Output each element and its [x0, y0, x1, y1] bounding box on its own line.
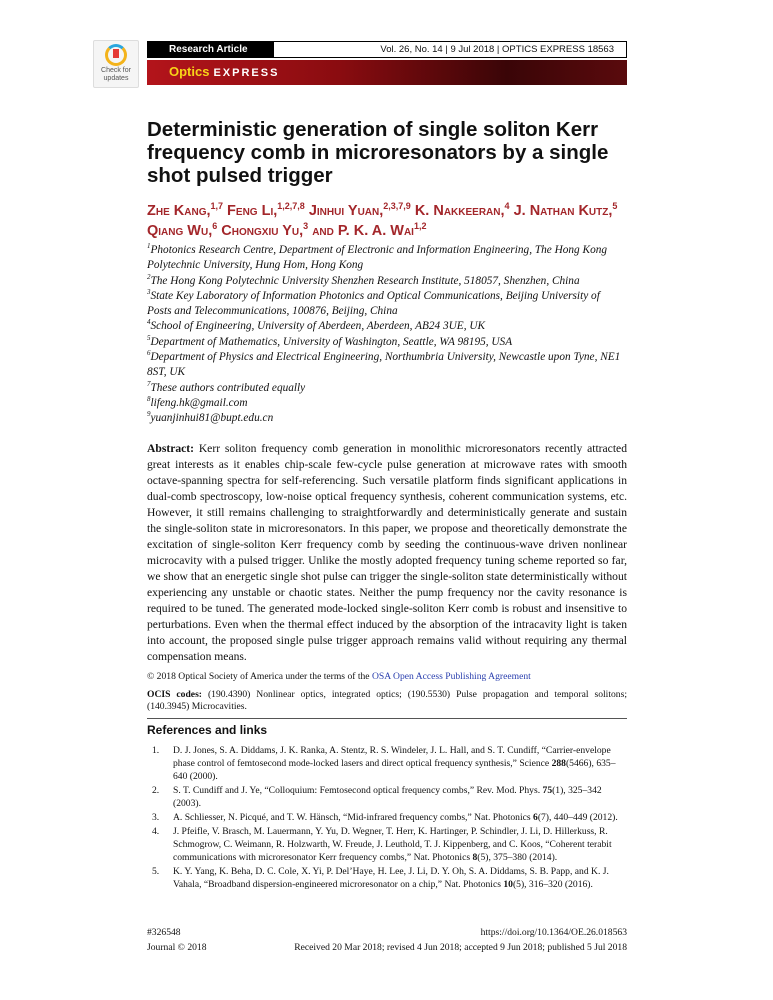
author-list: [147, 201, 627, 241]
author: Feng Li,: [227, 203, 278, 219]
author: Chongxiu Yu,: [221, 223, 304, 239]
reference-item: 3. A. Schliesser, N. Picqué, and T. W. Hänsch, “Mid-infrared frequency combs,” Nat. Photonics 6(7), 440–449 (2012).: [152, 811, 618, 823]
ocis-codes: OCIS codes: (190.4390) Nonlinear optics, integrated optics; (190.5530) Pulse propagation and temporal solitons; (140.3945) Microcavities.: [147, 688, 627, 712]
paper-title: Deterministic generation of single soliton Kerr frequency comb in microresonators by a single shot pulsed trigger: [147, 118, 609, 187]
article-type: Research Article: [147, 41, 273, 58]
affiliation: $^8$lifeng.hk@gmail.com: [147, 395, 248, 409]
author-affiliation-marker: 1,2: [413, 221, 427, 232]
affiliation: $^2$The Hong Kong Polytechnic University Shenzhen Research Institute, 518057, Shenzhen, China: [147, 272, 580, 287]
affiliation: $^3$State Key Laboratory of Information Photonics and Optical Communications, Beijing University of Posts and Telecommunications, 100876, Beijing, China: [147, 288, 600, 318]
author: and P. K. A. Wai: [312, 223, 414, 239]
author: Jinhui Yuan,: [308, 203, 384, 219]
reference-item: 2. S. T. Cundiff and J. Ye, “Colloquium: Femtosecond optical frequency combs,” Rev. Mod. Phys. 75(1), 325–342 (2003).: [152, 784, 602, 809]
publication-dates: Received 20 Mar 2018; revised 4 Jun 2018; accepted 9 Jun 2018; published 5 Jul 2018: [294, 941, 627, 953]
journal-logo: Optics EXPRESS: [169, 64, 280, 79]
copyright-notice: © 2018 Optical Society of America under the terms of the OSA Open Access Publishing Agreement: [147, 670, 531, 682]
reference-item: 4. J. Pfeifle, V. Brasch, M. Lauermann, Y. Yu, D. Wegner, T. Herr, K. Hartinger, P. Schindler, J. Li, D. Hillerkuss, R. Schmogrow, C. Weimann, R. Holzwarth, W. Freude, J. Leuthold, T. J. Kippenberg, and C. Koos, “Coherent terabit communications with microresonator Kerr frequency combs,” Nat. Photonics 8(5), 375–380 (2014).: [152, 825, 612, 863]
affiliation: $^5$Department of Mathematics, University of Washington, Seattle, WA 98195, USA: [147, 334, 513, 348]
divider: [147, 718, 627, 719]
doi-link[interactable]: https://doi.org/10.1364/OE.26.018563: [480, 926, 627, 938]
author-affiliation-marker: 3: [303, 221, 309, 232]
references-heading: References and links: [147, 722, 268, 737]
affiliation: $^1$Photonics Research Centre, Department of Electronic and Information Engineering, The Hong Kong Polytechnic University, Hung Hom, Hong Kong: [147, 242, 608, 272]
abstract-label: Abstract:: [147, 441, 195, 455]
footer-left: #326548 Journal © 2018: [147, 926, 207, 953]
check-for-updates-badge[interactable]: Check for updates: [93, 40, 139, 88]
affiliations: [147, 243, 627, 427]
author-affiliation-marker: 2,3,7,9: [383, 201, 411, 212]
author: Qiang Wu,: [147, 223, 213, 239]
abstract: [147, 441, 627, 665]
affiliation: $^9$yuanjinhui81@bupt.edu.cn: [147, 410, 274, 425]
affiliation: $^7$These authors contributed equally: [147, 379, 306, 394]
affiliation: $^4$School of Engineering, University of Aberdeen, Aberdeen, AB24 3UE, UK: [147, 318, 486, 333]
author-affiliation-marker: 4: [504, 201, 510, 212]
author-affiliation-marker: 1,2,7,8: [277, 201, 305, 212]
author-affiliation-marker: 5: [612, 201, 618, 212]
author-affiliation-marker: 1,7: [210, 201, 224, 212]
license-link[interactable]: OSA Open Access Publishing Agreement: [371, 670, 531, 682]
reference-list: [147, 744, 627, 891]
author: K. Nakkeeran,: [414, 203, 505, 219]
abstract-text: Kerr soliton frequency comb generation in monolithic microresonators recently attracted great interests as it enables chip-scale few-cycle pulse generation at microwave rates with smooth octave-spanning spectra for self-referencing. Such versatile platform finds significant applications in dual-comb spectroscopy, low-noise optical frequency synthesis, coherent communication systems, etc. However, it still remains challenging to straightforwardly and deterministically generate and sustain the single-soliton state in microresonators. In this paper, we propose and theoretically demonstrate the excitation of single-soliton Kerr frequency comb by seeding the continuous-wave driven nonlinear microcavity with a pulsed trigger. Unlike the mostly adopted frequency tuning scheme reported so far, we show that an energetic single shot pulse can trigger the single-soliton state deterministically without experiencing any unstable or chaotic states. Neither the pump frequency nor the cavity resonance is required to be tuned. The generated mode-locked single-soliton Kerr comb is robust and insensitive to perturbations. Even when the thermal effect induced by the absorption of the intracavity light is taken into account, the proposed single pulse trigger approach remains valid without requiring any thermal compensation means.: [147, 441, 627, 663]
author: J. Nathan Kutz,: [513, 203, 613, 219]
affiliation: $^6$Department of Physics and Electrical Engineering, Northumbria University, Newcastle upon Tyne, NE1 8ST, UK: [147, 349, 621, 379]
crossmark-icon: [105, 44, 127, 66]
reference-item: 5. K. Y. Yang, K. Beha, D. C. Cole, X. Yi, P. Del’Haye, H. Lee, J. Li, D. Y. Oh, S. A. Diddams, S. B. Papp, and K. J. Vahala, “Broadband dispersion-engineered microresonator on a chip,” Nat. Photonics 10(5), 316–320 (2016).: [152, 865, 609, 890]
reference-item: 1. D. J. Jones, S. A. Diddams, J. K. Ranka, A. Stentz, R. S. Windeler, J. L. Hall, and S. T. Cundiff, “Carrier-envelope phase control of femtosecond mode-locked lasers and direct optical frequency synthesis,” Science 288(5466), 635–640 (2000).: [152, 744, 616, 782]
author: Zhe Kang,: [147, 203, 211, 219]
author-affiliation-marker: 6: [212, 221, 218, 232]
journal-info: Vol. 26, No. 14 | 9 Jul 2018 | OPTICS EXPRESS 18563: [273, 41, 627, 58]
page-footer: [147, 925, 627, 955]
article-body: [147, 0, 627, 975]
footer-right: [294, 925, 627, 955]
